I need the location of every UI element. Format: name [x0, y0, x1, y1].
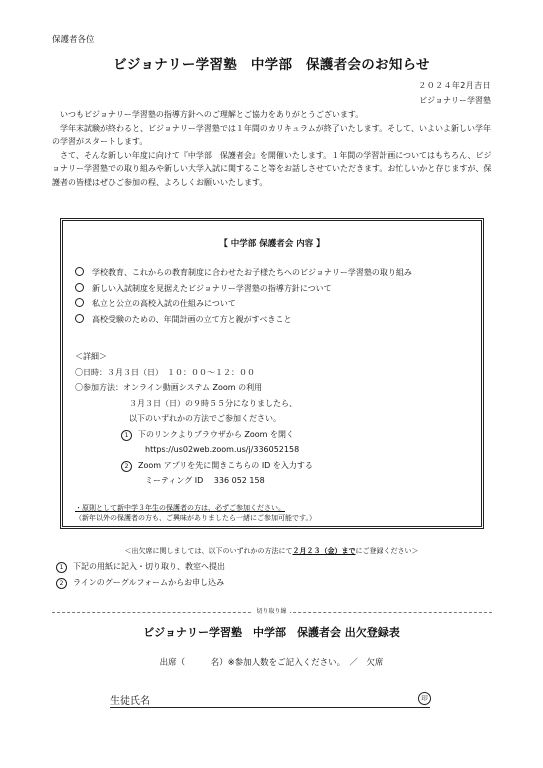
cut-line-text: 切り取り線	[253, 608, 289, 615]
seal-mark: 印	[418, 692, 431, 705]
addressee: 保護者各位	[52, 35, 95, 45]
option-text: Zoom アプリを先に開きこちらの ID を入力する	[138, 460, 313, 470]
intro-paragraph: いつもビジョナリー学習塾の指導方針へのご理解とご協力をありがとうございます。	[60, 110, 364, 119]
note-line: ・原則として新中学３年生の保護者の方は、必ずご参加ください。	[75, 504, 285, 512]
option-item	[75, 427, 313, 443]
deadline-text: ＜出欠席に関しましては、以下のいずれかの方法にて	[124, 547, 293, 555]
option-text: 下記の用紙に記入・切り取り、教室へ提出	[73, 562, 225, 571]
number-1-icon: 1	[121, 430, 132, 441]
intro-paragraph: 学年末試験が終わると、ビジョナリー学習塾では１年間のカリキュラムが終了いたします。そして、いよいよ新しい学年の学習がスタートします。	[52, 123, 491, 147]
deadline-notice	[0, 546, 543, 556]
cut-line-label	[0, 606, 543, 615]
instruction-line: 以下のいずれかの方法でご参加ください。	[129, 414, 281, 423]
organization-name: ビジョナリー学習塾	[419, 96, 491, 105]
issue-date: ２０２４年2月吉日	[418, 81, 491, 90]
circle-bullet-icon	[75, 267, 84, 276]
notes	[75, 503, 316, 523]
topic-text: 私立と公立の高校入試の仕組みについて	[92, 299, 236, 308]
intro-text	[52, 108, 494, 190]
student-name-field[interactable]	[110, 707, 430, 708]
date-time: 〇日時：３月３日（日） １０：００～１２：００	[75, 367, 255, 377]
list-item	[75, 281, 412, 297]
topic-text: 学校教育、これからの教育制度に合わせたお子様たちへのビジョナリー学習塾の取り組み	[92, 268, 412, 277]
note-line: （新年以外の保護者の方も、ご興味がありましたら一緒にご参加可能です。）	[75, 514, 316, 522]
number-2-icon: 2	[56, 578, 67, 589]
participation-method: 〇参加方法：オンライン動画システム Zoom の利用	[75, 383, 263, 392]
circle-bullet-icon	[75, 283, 84, 292]
circle-bullet-icon	[75, 314, 84, 323]
list-item	[75, 312, 412, 328]
meeting-content-box	[60, 218, 484, 529]
topic-text: 新しい入試制度を見据えたビジョナリー学習塾の指導方針について	[92, 283, 332, 293]
submission-option	[56, 577, 224, 589]
option-item	[75, 458, 313, 474]
circle-bullet-icon	[75, 298, 84, 307]
zoom-url[interactable]: https://us02web.zoom.us/j/336052158	[145, 445, 300, 454]
box-heading: 【 中学部 保護者会 内容 】	[219, 239, 325, 249]
topic-text: 高校受験のための、年間計画の立て方と親がすべきこと	[92, 314, 292, 324]
number-2-icon: 2	[121, 461, 132, 472]
topic-list	[75, 265, 412, 327]
details-section	[75, 349, 313, 489]
list-item	[75, 265, 412, 281]
deadline-text: にご登録ください＞	[355, 547, 419, 555]
student-name-label: 生徒氏名	[110, 696, 150, 707]
meeting-id: ミーティング ID 336 052 158	[145, 476, 265, 485]
option-text: 下のリンクよりブラウザから Zoom を開く	[138, 429, 294, 439]
instruction-line: ３月３日（日）の９時５５分になりましたら、	[129, 398, 297, 408]
page-title: ビジョナリー学習塾 中学部 保護者会のお知らせ	[113, 57, 430, 73]
intro-paragraph: さて、そんな新しい年度に向けて『中学部 保護者会』を開催いたします。１年間の学習計画についてはもちろん、ビジョナリー学習塾での取り組みや新しい大学入試に関すること等をお話しさせていただきます。お忙しいかと存じますが、保護者の皆様はぜひご参加の程、よろしくお願いいたします。	[52, 150, 492, 187]
option-text: ラインのグーグルフォームからお申し込み	[73, 578, 225, 587]
number-1-icon: 1	[56, 562, 67, 573]
attendance-line[interactable]: 出席（ 名）※参加人数をご記入ください。 ／ 欠席	[159, 658, 384, 668]
submission-option	[56, 561, 225, 573]
details-heading: ＜詳細＞	[75, 352, 107, 361]
deadline-date: ２月２３（金）まで	[292, 547, 356, 555]
list-item	[75, 296, 412, 312]
form-title: ビジョナリー学習塾 中学部 保護者会 出欠登録表	[143, 626, 400, 639]
